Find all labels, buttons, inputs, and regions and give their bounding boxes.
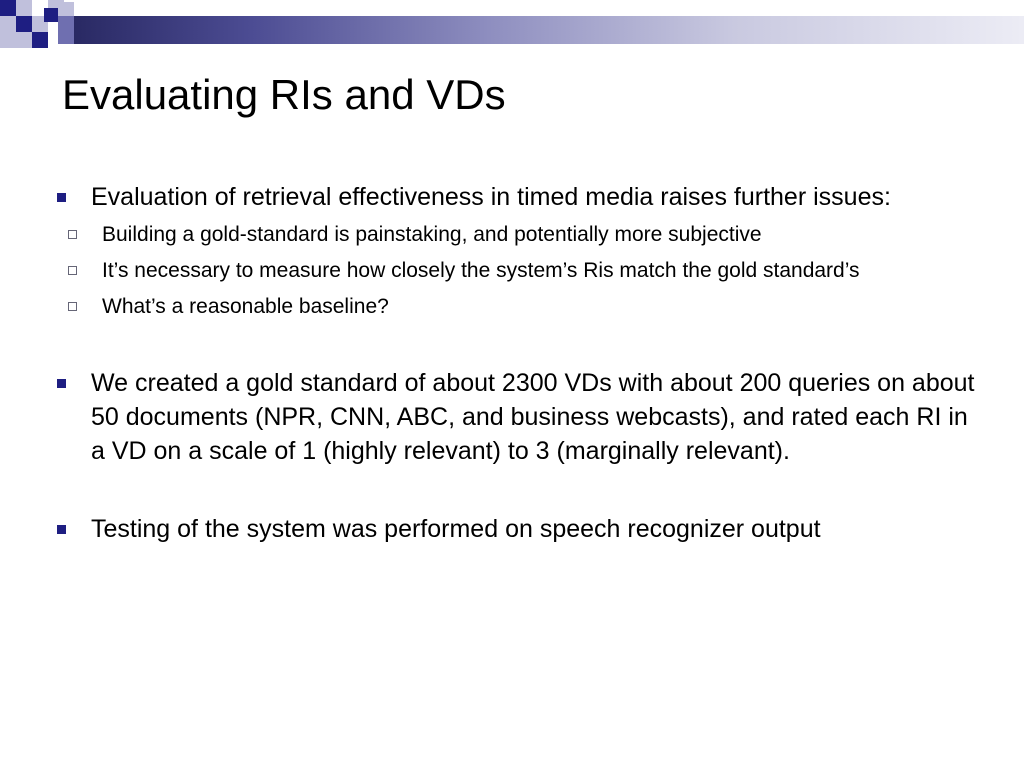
decor-square-light [58,2,74,16]
hollow-square-bullet-icon [68,230,77,239]
hollow-square-bullet-icon [68,302,77,311]
bullet-text: Testing of the system was performed on speech recognizer output [91,515,821,543]
square-bullet-icon [57,193,66,202]
bullet-item [55,180,975,214]
bullet-text: We created a gold standard of about 2300 VDs with about 200 queries on about 50 documents (NPR, CNN, ABC, and business webcasts), and rated each RI in a VD on a scale of 1 (highly relevant) to 3 (marginally relevant). [91,369,975,465]
sub-bullet-list [55,220,975,322]
decor-square-mid [58,16,74,44]
square-bullet-icon [57,379,66,388]
slide-body [55,180,975,546]
sub-bullet-item [55,292,975,322]
sub-bullet-item [55,256,975,286]
decor-square-light [16,0,32,16]
hollow-square-bullet-icon [68,266,77,275]
decor-square-light [16,32,32,48]
decor-square-navy [0,0,16,16]
sub-bullet-text: What’s a reasonable baseline? [102,295,389,318]
decor-square-navy [32,32,48,48]
square-bullet-icon [57,525,66,534]
slide-title: Evaluating RIs and VDs [62,71,506,118]
sub-bullet-item [55,220,975,250]
sub-bullet-text: Building a gold-standard is painstaking, and potentially more subjective [102,223,762,246]
decor-square-navy [16,16,32,32]
decor-square-light [0,32,16,48]
bullet-item [55,512,975,546]
header-gradient-bar [58,16,1024,44]
sub-bullet-text: It’s necessary to measure how closely the system’s Ris match the gold standard’s [102,259,860,282]
bullet-item [55,366,975,468]
decor-square-navy [44,8,58,22]
bullet-text: Evaluation of retrieval effectiveness in timed media raises further issues: [91,183,891,211]
decor-square-light [0,16,16,32]
